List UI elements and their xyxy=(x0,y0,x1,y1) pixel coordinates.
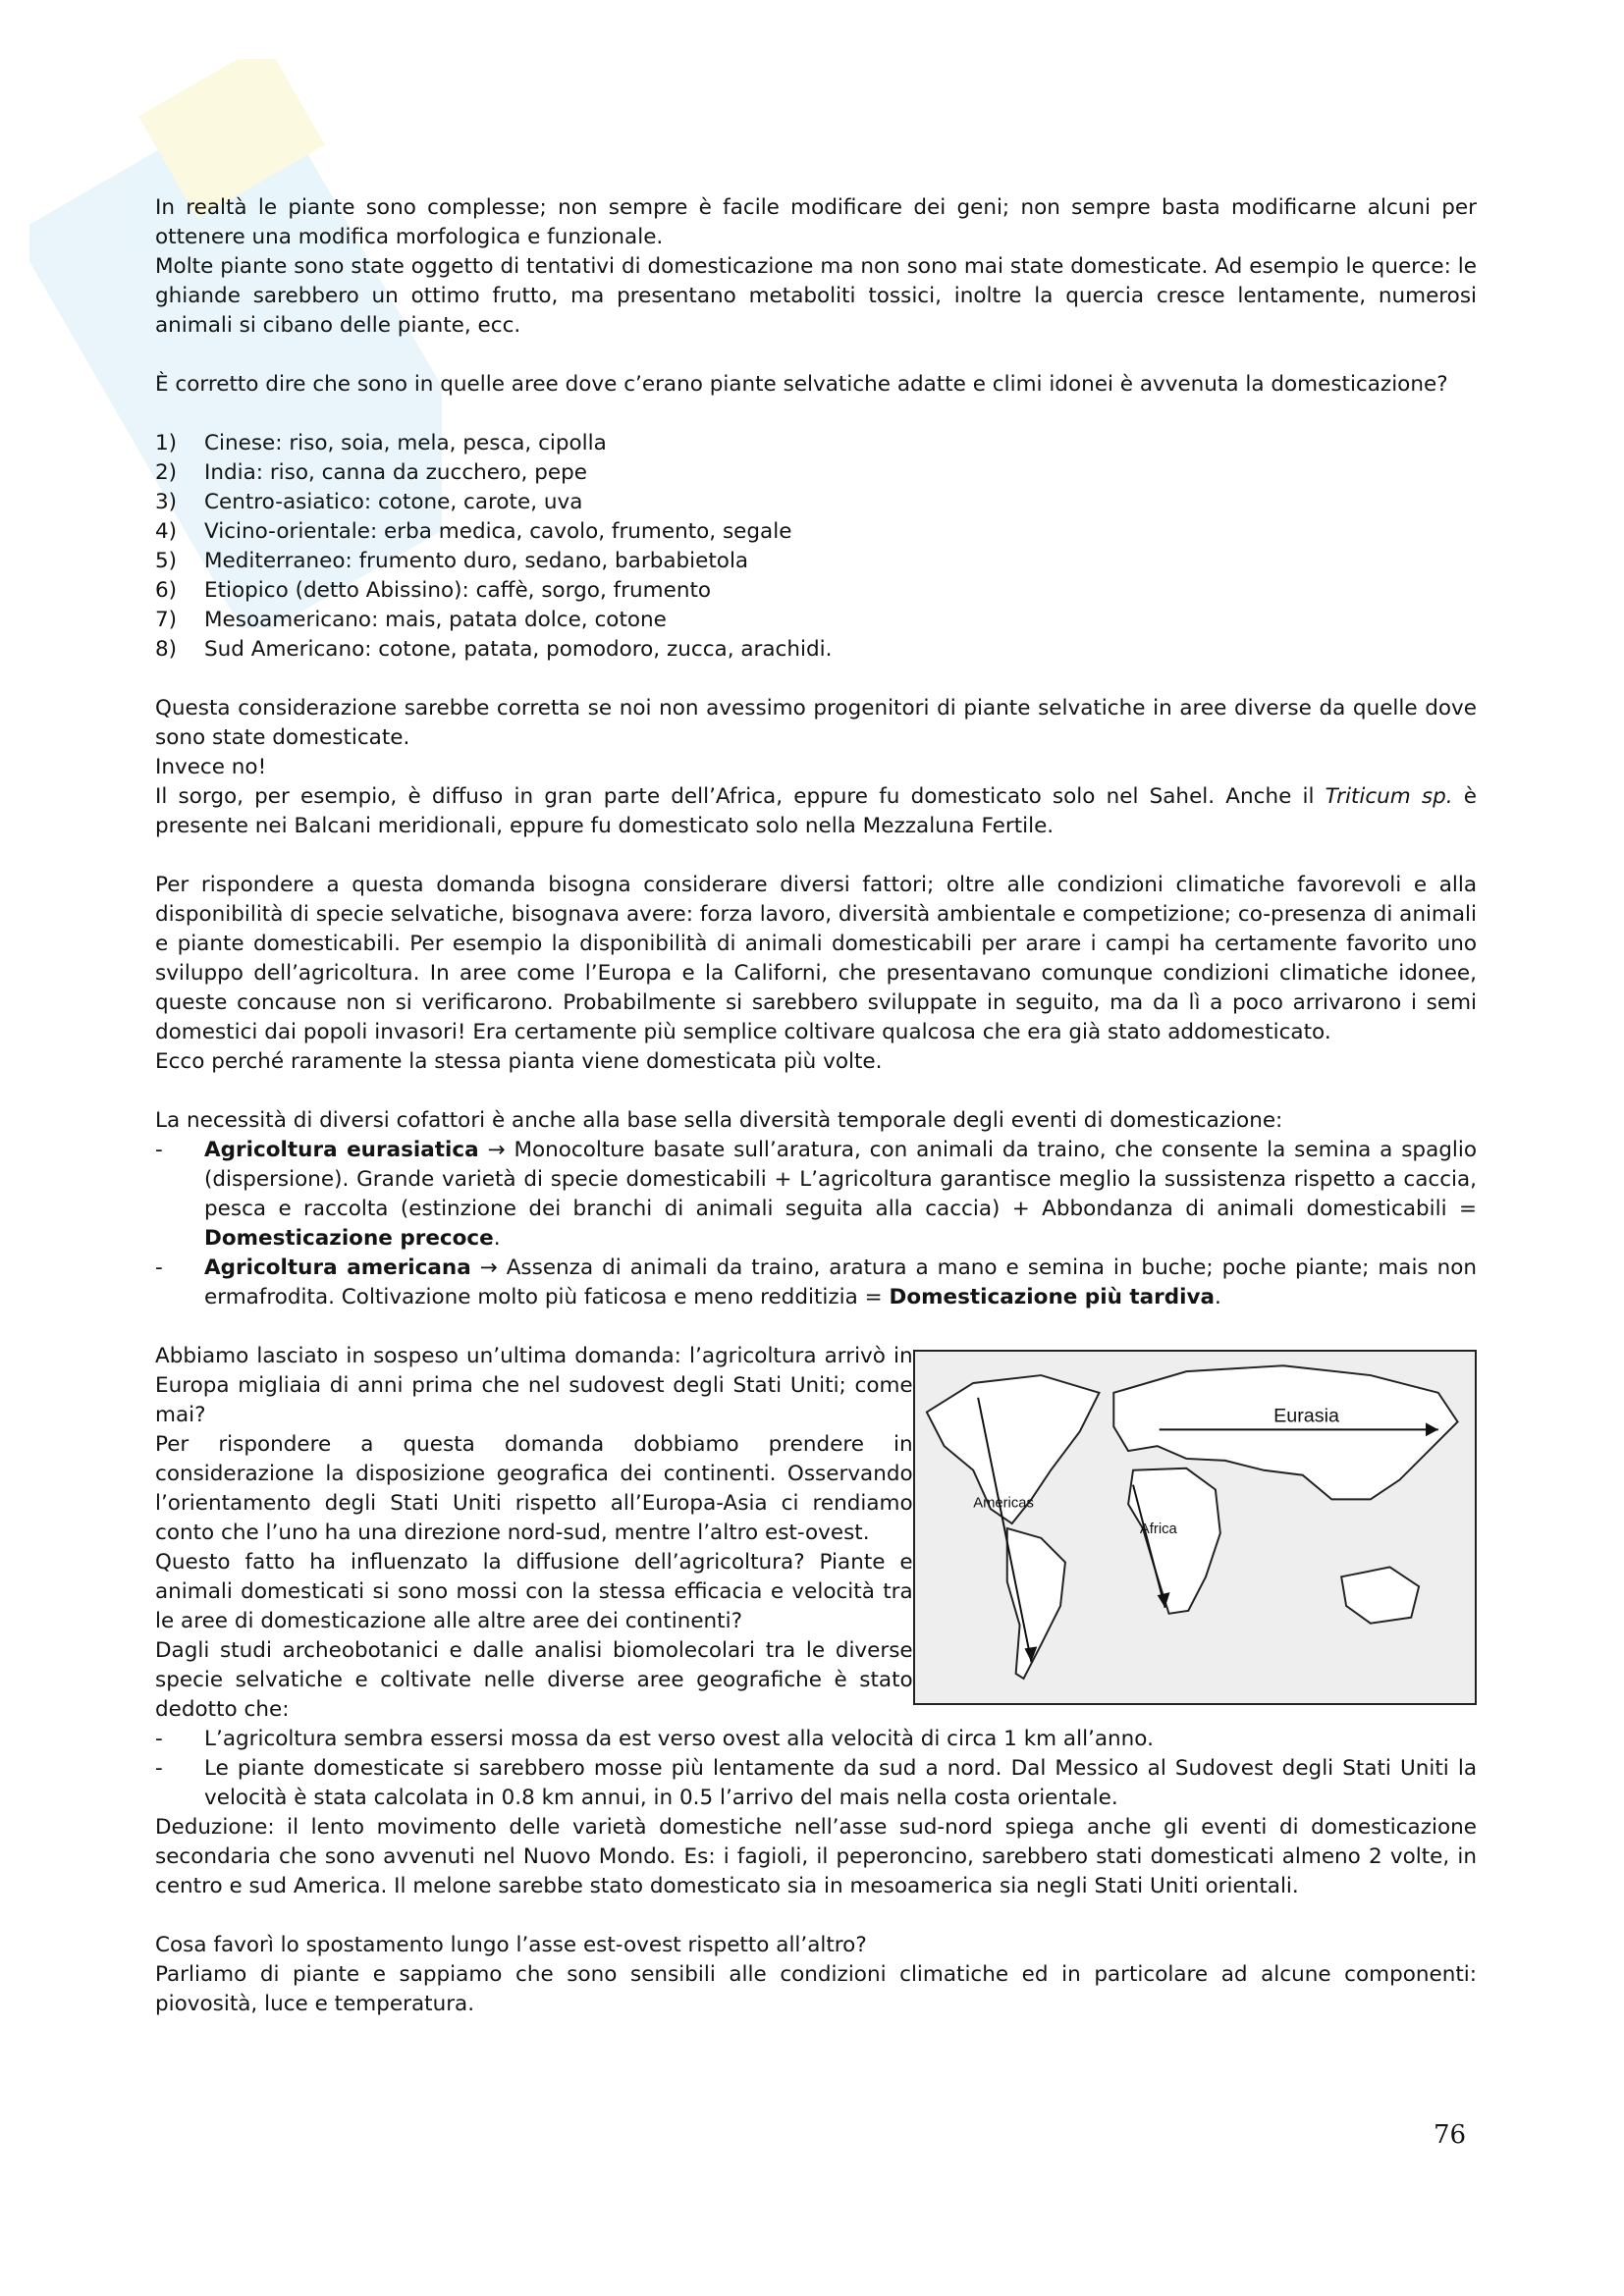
agriculture-list xyxy=(155,1136,1477,1312)
paragraph: Invece no! xyxy=(155,755,267,779)
list-item: 8) Sud Americano: cotone, patata, pomodoro, zucca, arachidi. xyxy=(155,637,833,662)
paragraph: La necessità di diversi cofattori è anche alla base sella diversità temporale degli eventi di domesticazione: xyxy=(155,1108,1283,1133)
paragraph: Molte piante sono state oggetto di tentativi di domesticazione ma non sono mai state domesticate. Ad esempio le querce: le ghiande sarebbero un ottimo frutto, ma presentano metaboliti tossici, inoltre la quercia cresce lentamente, numerosi animali si cibano delle piante, ecc. xyxy=(155,254,1477,338)
agriculture-title: Agricoltura americana xyxy=(204,1255,471,1280)
paragraph: In realtà le piante sono complesse; non sempre è facile modificare dei geni; non sempre basta modificarne alcuni per ottenere una modifica morfologica e funzionale. xyxy=(155,195,1477,249)
list-item: 7) Mesoamericano: mais, patata dolce, cotone xyxy=(155,608,667,632)
paragraph: Dagli studi archeobotanici e dalle analisi biomolecolari tra le diverse specie selvatiche e coltivate nelle diverse aree geografiche è stato dedotto che: xyxy=(155,1638,913,1722)
paragraph: Per rispondere a questa domanda dobbiamo prendere in considerazione la disposizione geografica dei continenti. Osservando l’orientamento degli Stati Uniti rispetto all’Europa-Asia ci rendiamo conto che l’uno ha una direzione nord-sud, mentre l’altro est-ovest. xyxy=(155,1432,913,1545)
list-item: 3) Centro-asiatico: cotone, carote, uva xyxy=(155,490,583,514)
list-item: - Agricoltura eurasiatica → Monocolture basate sull’aratura, con animali da traino, che consente la semina a spaglio (dispersione). Grande varietà di specie domesticabili + L’agricoltura garantisce meglio la sussistenza rispetto a caccia, pesca e raccolta (estinzione dei branchi di animali seguita alla caccia) + Abbondanza di animali domesticabili = Domesticazione precoce. xyxy=(155,1138,1477,1251)
map-label-americas: Americas xyxy=(972,1495,1034,1512)
agriculture-title: Agricoltura eurasiatica xyxy=(204,1138,479,1162)
list-item: 1) Cinese: riso, soia, mela, pesca, cipolla xyxy=(155,431,607,455)
paragraph: Abbiamo lasciato in sospeso un’ultima domanda: l’agricoltura arrivò in Europa migliaia di anni prima che nel sudovest degli Stati Uniti; come mai? xyxy=(155,1344,913,1427)
paragraph: Parliamo di piante e sappiamo che sono sensibili alle condizioni climatiche ed in particolare ad alcune componenti: piovosità, luce e temperatura. xyxy=(155,1962,1477,2016)
list-item: 2) India: riso, canna da zucchero, pepe xyxy=(155,460,587,485)
paragraph: Deduzione: il lento movimento delle varietà domestiche nell’asse sud-nord spiega anche gli eventi di domesticazione secondaria che sono avvenuti nel Nuovo Mondo. Es: i fagioli, il peperoncino, sarebbero stati domesticati almeno 2 volte, in centro e sud America. Il melone sarebbe stato domesticato sia in mesoamerica sia negli Stati Uniti orientali. xyxy=(155,1815,1477,1898)
list-item: 4) Vicino-orientale: erba medica, cavolo, frumento, segale xyxy=(155,519,792,544)
paragraph: Ecco perché raramente la stessa pianta viene domesticata più volte. xyxy=(155,1049,883,1074)
page-number: 76 xyxy=(1434,2120,1467,2150)
arrow-icon: → xyxy=(487,1138,506,1162)
world-map-figure xyxy=(913,1350,1477,1705)
list-item: 6) Etiopico (detto Abissino): caffè, sorgo, frumento xyxy=(155,578,712,603)
map-label-africa: Africa xyxy=(1139,1521,1177,1537)
paragraph: Cosa favorì lo spostamento lungo l’asse est-ovest rispetto all’altro? xyxy=(155,1933,867,1957)
paragraph: Per rispondere a questa domanda bisogna considerare diversi fattori; oltre alle condizioni climatiche favorevoli e alla disponibilità di specie selvatiche, bisognava avere: forza lavoro, diversità ambientale e competizione; co-presenza di animali e piante domesticabili. Per esempio la disponibilità di animali domesticabili per arare i campi ha certamente favorito uno sviluppo dell’agricoltura. In aree come l’Europa e la Californi, che presentavano comunque condizioni climatiche idonee, queste concause non si verificarono. Probabilmente si sarebbero sviluppate in seguito, ma da lì a poco arrivarono i semi domestici dai popoli invasori! Era certamente più semplice coltivare qualcosa che era già stato addomesticato. xyxy=(155,873,1477,1044)
findings-list xyxy=(155,1725,1477,1813)
list-item: - Le piante domesticate si sarebbero mosse più lentamente da sud a nord. Dal Messico al Sudovest degli Stati Uniti la velocità è stata calcolata in 0.8 km annui, in 0.5 l’arrivo del mais nella costa orientale. xyxy=(155,1756,1477,1810)
paragraph: Questa considerazione sarebbe corretta se noi non avessimo progenitori di piante selvatiche in aree diverse da quelle dove sono state domesticate. xyxy=(155,696,1477,750)
paragraph: Questo fatto ha influenzato la diffusione dell’agricoltura? Piante e animali domesticati si sono mossi con la stessa efficacia e velocità tra le aree di domesticazione alle altre aree dei continenti? xyxy=(155,1550,913,1633)
list-item: 5) Mediterraneo: frumento duro, sedano, barbabietola xyxy=(155,549,749,573)
text-with-map xyxy=(155,1342,1477,1725)
paragraph: Il sorgo, per esempio, è diffuso in gran parte dell’Africa, eppure fu domesticato solo nel Sahel. Anche il Triticum sp. è presente nei Balcani meridionali, eppure fu domesticato solo nella Mezzaluna Fertile. xyxy=(155,784,1478,838)
arrow-icon: → xyxy=(479,1255,498,1280)
map-label-eurasia: Eurasia xyxy=(1272,1405,1339,1427)
domestication-areas-list xyxy=(155,429,1477,665)
document-body xyxy=(155,193,1477,2019)
list-item: - L’agricoltura sembra essersi mossa da est verso ovest alla velocità di circa 1 km all’anno. xyxy=(155,1727,1154,1751)
list-item: - Agricoltura americana → Assenza di animali da traino, aratura a mano e semina in buche; poche piante; mais non ermafrodita. Coltivazione molto più faticosa e meno redditizia = Domesticazione più tardiva. xyxy=(155,1255,1478,1309)
question-paragraph: È corretto dire che sono in quelle aree dove c’erano piante selvatiche adatte e climi idonei è avvenuta la domesticazione? xyxy=(155,372,1448,397)
species-name: Triticum sp. xyxy=(1325,784,1453,809)
